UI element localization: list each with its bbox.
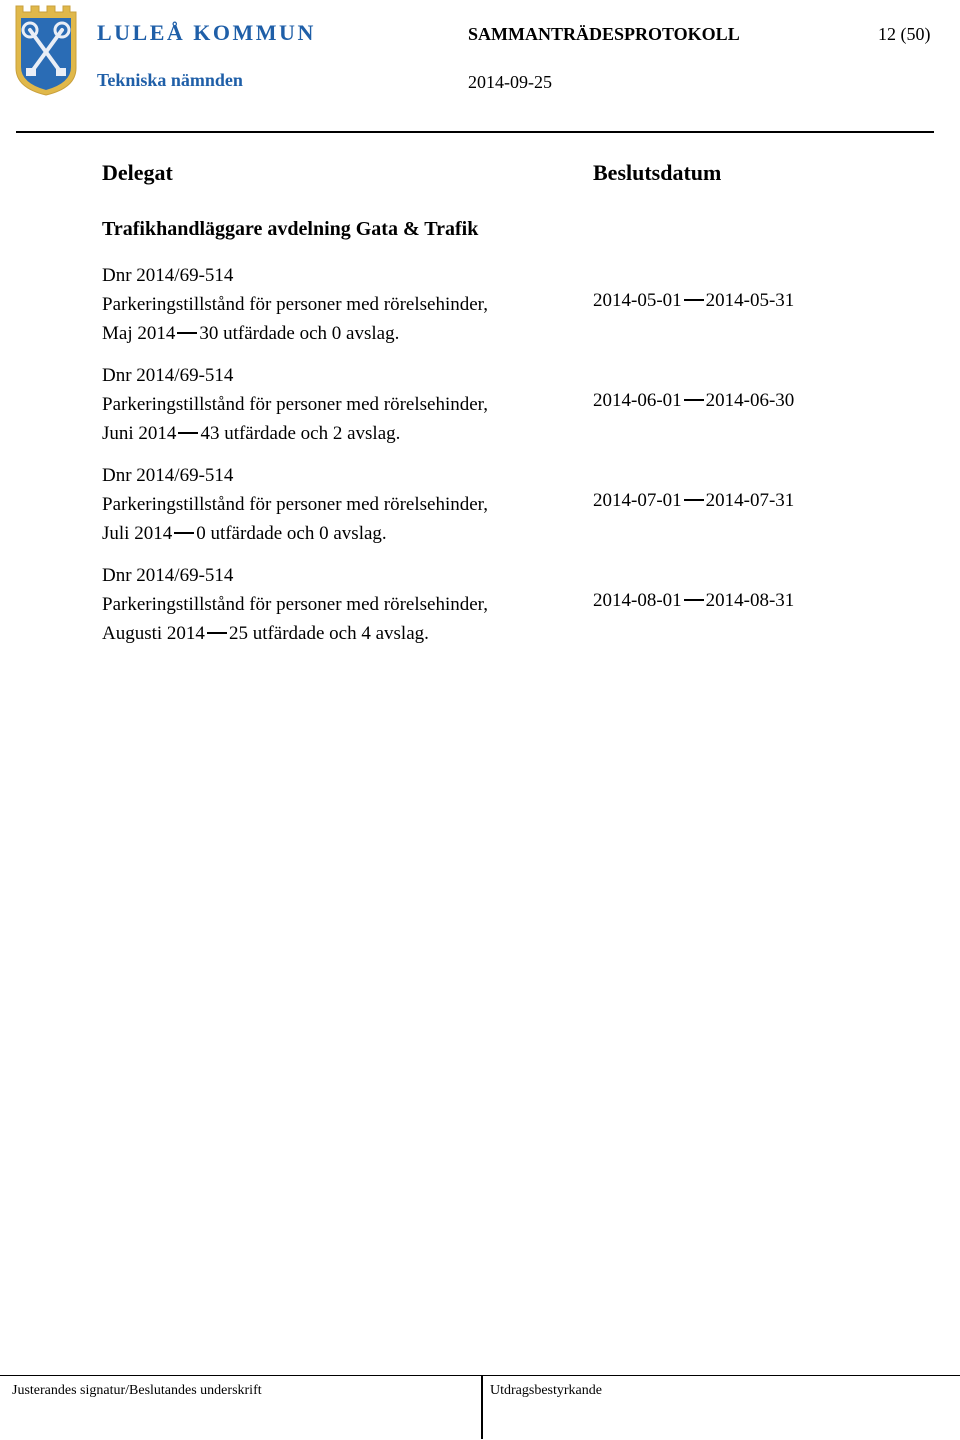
entry-description: Parkeringstillstånd för personer med rörelsehinder, — [102, 394, 488, 415]
department-name: Tekniska nämnden — [97, 70, 243, 90]
decision-entry — [102, 361, 592, 448]
entry-date-range — [593, 390, 794, 412]
meeting-date: 2014-09-25 — [468, 72, 552, 92]
entry-count: 43 utfärdade och 2 avslag. — [200, 423, 401, 444]
dash-separator — [177, 332, 197, 334]
header-divider — [16, 131, 934, 133]
coat-of-arms-logo — [12, 2, 80, 97]
date-to: 2014-07-31 — [705, 490, 795, 511]
dash-separator — [178, 432, 198, 434]
entry-count: 0 utfärdade och 0 avslag. — [196, 523, 387, 544]
entry-date-range — [593, 590, 794, 612]
certification-label: Utdragsbestyrkande — [490, 1383, 602, 1398]
page-number: 12 (50) — [878, 24, 931, 44]
dash-separator — [174, 532, 194, 534]
entry-description: Parkeringstillstånd för personer med rörelsehinder, — [102, 494, 488, 515]
delegate-column-heading: Delegat — [102, 160, 173, 185]
entry-dnr: Dnr 2014/69-514 — [102, 365, 234, 386]
dash-separator — [684, 499, 704, 501]
entry-dnr: Dnr 2014/69-514 — [102, 465, 234, 486]
entry-summary — [102, 519, 592, 548]
footer-divider — [481, 1375, 483, 1439]
decision-date-column-heading: Beslutsdatum — [593, 160, 722, 185]
organization-name: LULEÅ KOMMUN — [97, 20, 316, 45]
entry-month: Maj 2014 — [102, 323, 176, 344]
date-to: 2014-08-31 — [705, 590, 795, 611]
date-to: 2014-06-30 — [705, 390, 795, 411]
entry-count: 25 utfärdade och 4 avslag. — [228, 623, 429, 644]
entry-month: Juli 2014 — [102, 523, 173, 544]
entry-dnr: Dnr 2014/69-514 — [102, 265, 234, 286]
date-from: 2014-07-01 — [593, 490, 682, 511]
entry-date-range — [593, 290, 794, 312]
entry-month: Augusti 2014 — [102, 623, 205, 644]
entry-summary — [102, 419, 592, 448]
dash-separator — [207, 632, 227, 634]
date-from: 2014-08-01 — [593, 590, 682, 611]
entry-summary — [102, 619, 592, 648]
decision-entry — [102, 461, 592, 548]
date-from: 2014-06-01 — [593, 390, 682, 411]
entry-date-range — [593, 490, 794, 512]
dash-separator — [684, 599, 704, 601]
entry-summary — [102, 319, 592, 348]
entry-month: Juni 2014 — [102, 423, 177, 444]
document-type: SAMMANTRÄDESPROTOKOLL — [468, 24, 740, 44]
dash-separator — [684, 299, 704, 301]
decision-entry — [102, 261, 592, 348]
date-to: 2014-05-31 — [705, 290, 795, 311]
date-from: 2014-05-01 — [593, 290, 682, 311]
signature-label: Justerandes signatur/Beslutandes underskrift — [12, 1383, 262, 1398]
entry-description: Parkeringstillstånd för personer med rörelsehinder, — [102, 294, 488, 315]
dash-separator — [684, 399, 704, 401]
section-title: Trafikhandläggare avdelning Gata & Trafik — [102, 218, 479, 240]
entry-description: Parkeringstillstånd för personer med rörelsehinder, — [102, 594, 488, 615]
entry-count: 30 utfärdade och 0 avslag. — [199, 323, 400, 344]
decision-entry — [102, 561, 592, 648]
entry-dnr: Dnr 2014/69-514 — [102, 565, 234, 586]
